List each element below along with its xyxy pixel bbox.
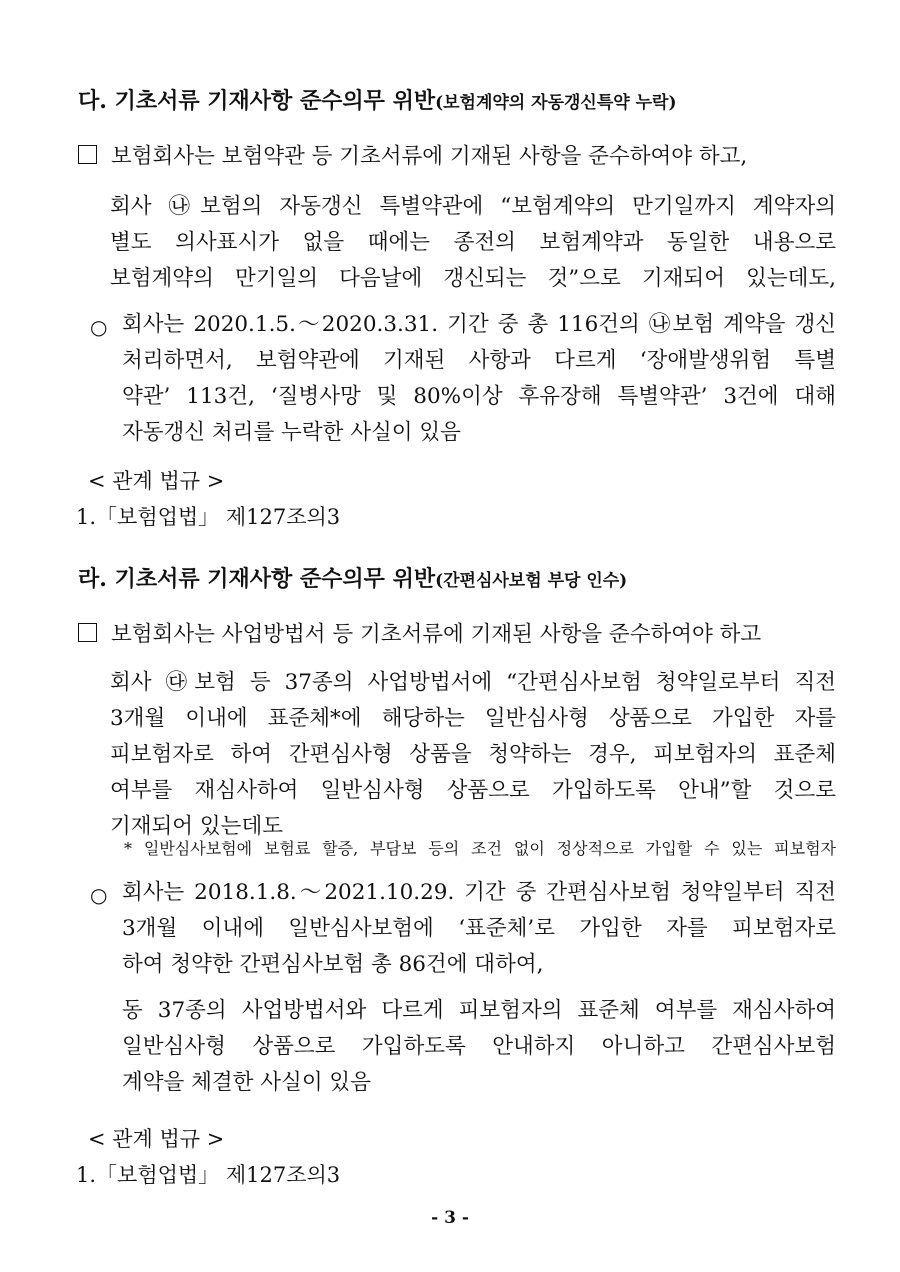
section-c-para2-line: 보험계약의 만기일의 다음날에 갱신되는 것”으로 기재되어 있는데도,: [110, 266, 836, 291]
checkbox-square-icon: [78, 145, 97, 164]
section-d-para1: [78, 620, 761, 650]
section-d-bullet-line: 하여 청약한 간편심사보험 총 86건에 대하여,: [122, 952, 544, 977]
section-c-bullet-line: 회사는 2020.1.5.～2020.3.31. 기간 중 총 116건의 ㉯보험 계약을 갱신: [122, 312, 836, 337]
section-c-para2-line: 별도 의사표시가 없을 때에는 종전의 보험계약과 동일한 내용으로: [110, 230, 836, 255]
section-d-para1-text: 보험회사는 사업방법서 등 기초서류에 기재된 사항을 준수하여야 하고: [111, 622, 762, 647]
page-number: - 3 -: [431, 1208, 469, 1228]
section-c-para1: [78, 142, 747, 172]
section-d-bullet-line: 회사는 2018.1.8.～2021.10.29. 기간 중 간편심사보험 청약일부터 직전: [122, 880, 836, 905]
section-d-cont-line: 일반심사형 상품으로 가입하도록 안내하지 아니하고 간편심사보험: [122, 1034, 836, 1059]
section-c-title: 다. 기초서류 기재사항 준수의무 위반: [78, 88, 436, 114]
section-c-law-item: 1.「보험업법」 제127조의3: [76, 505, 341, 529]
bullet-circle-icon: ○: [90, 315, 108, 339]
bullet-circle-icon: ○: [90, 883, 108, 907]
section-d-cont-line: 동 37종의 사업방법서와 다르게 피보험자의 표준체 여부를 재심사하여: [122, 998, 836, 1023]
section-c-heading: [78, 86, 677, 118]
section-d-law-header: < 관계 법규 >: [88, 1127, 225, 1151]
section-d-heading: [78, 564, 627, 596]
section-d-para2-line: 3개월 이내에 표준체*에 해당하는 일반심사형 상품으로 가입한 자를: [110, 706, 836, 731]
section-d-bullet-line: 3개월 이내에 일반심사보험에 ‘표준체’로 가입한 자를 피보험자로: [122, 916, 836, 941]
section-c-para1-text: 보험회사는 보험약관 등 기초서류에 기재된 사항을 준수하여야 하고,: [111, 144, 748, 169]
section-c-bullet-line: 자동갱신 처리를 누락한 사실이 있음: [122, 420, 461, 445]
section-d-footnote: * 일반심사보험에 보험료 할증, 부담보 등의 조건 없이 정상적으로 가입할 수 있는 피보험자: [124, 839, 836, 858]
section-c-subtitle: (보험계약의 자동갱신특약 누락): [435, 93, 677, 113]
section-c-bullet-line: 처리하면서, 보험약관에 기재된 사항과 다르게 ‘장애발생위험 특별: [122, 348, 836, 373]
section-d-para2-line: 피보험자로 하여 간편심사형 상품을 청약하는 경우, 피보험자의 표준체: [110, 742, 836, 767]
section-d-law-item: 1.「보험업법」 제127조의3: [76, 1163, 341, 1187]
section-d-para2-line: 기재되어 있는데도: [110, 814, 283, 839]
section-d-para2-line: 여부를 재심사하여 일반심사형 상품으로 가입하도록 안내”할 것으로: [110, 778, 836, 803]
section-d-title: 라. 기초서류 기재사항 준수의무 위반: [78, 566, 436, 592]
section-d-cont-line: 계약을 체결한 사실이 있음: [122, 1070, 371, 1095]
section-c-law-header: < 관계 법규 >: [88, 469, 225, 493]
section-c-bullet-line: 약관’ 113건, ‘질병사망 및 80%이상 후유장해 특별약관’ 3건에 대해: [122, 384, 836, 409]
section-d-para2-line: 회사 ㉰보험 등 37종의 사업방법서에 “간편심사보험 청약일로부터 직전: [110, 670, 836, 695]
section-d-subtitle: (간편심사보험 부당 인수): [435, 571, 628, 591]
section-c-para2-line: 회사 ㉯보험의 자동갱신 특별약관에 “보험계약의 만기일까지 계약자의: [110, 194, 836, 219]
checkbox-square-icon: [78, 623, 97, 642]
